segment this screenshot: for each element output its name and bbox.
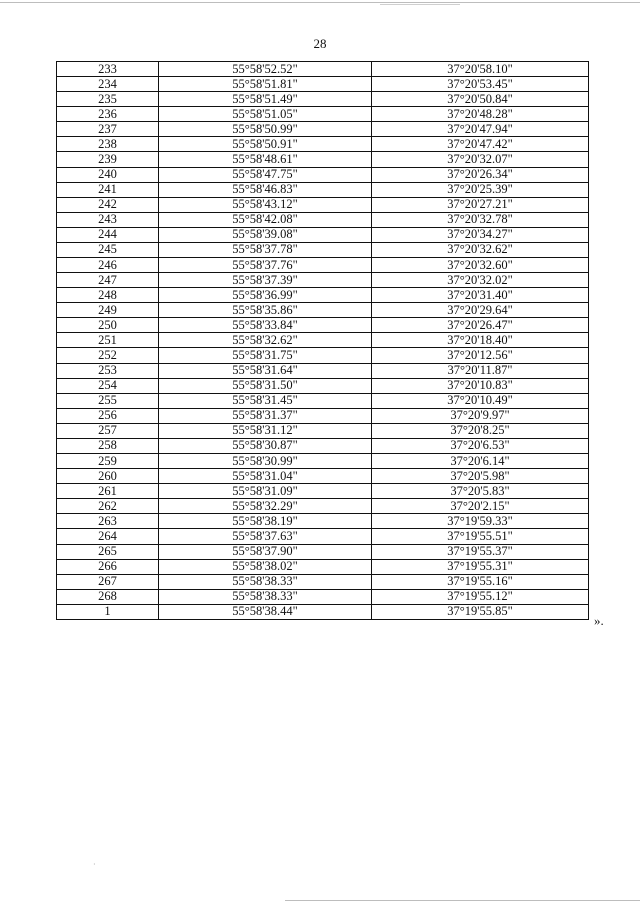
point-number-cell: 249 <box>57 303 159 318</box>
table-row <box>57 333 589 348</box>
point-number-cell: 253 <box>57 363 159 378</box>
latitude-cell: 55°58'38.19" <box>159 514 372 529</box>
longitude-cell: 37°20'50.84" <box>372 92 589 107</box>
latitude-cell: 55°58'50.99" <box>159 122 372 137</box>
table-row <box>57 469 589 484</box>
scan-edge-line <box>0 2 640 3</box>
latitude-cell: 55°58'38.44" <box>159 604 372 619</box>
latitude-cell: 55°58'31.50" <box>159 378 372 393</box>
point-number-cell: 245 <box>57 242 159 257</box>
table-row <box>57 348 589 363</box>
longitude-cell: 37°20'58.10" <box>372 62 589 77</box>
point-number-cell: 259 <box>57 454 159 469</box>
point-number-cell: 247 <box>57 273 159 288</box>
point-number-cell: 262 <box>57 499 159 514</box>
point-number-cell: 239 <box>57 152 159 167</box>
table-row <box>57 604 589 619</box>
point-number-cell: 261 <box>57 484 159 499</box>
latitude-cell: 55°58'38.33" <box>159 589 372 604</box>
point-number-cell: 1 <box>57 604 159 619</box>
longitude-cell: 37°20'25.39" <box>372 182 589 197</box>
longitude-cell: 37°20'29.64" <box>372 303 589 318</box>
table-row <box>57 273 589 288</box>
table-row <box>57 589 589 604</box>
longitude-cell: 37°20'48.28" <box>372 107 589 122</box>
point-number-cell: 255 <box>57 393 159 408</box>
point-number-cell: 252 <box>57 348 159 363</box>
table-row <box>57 182 589 197</box>
longitude-cell: 37°20'10.83" <box>372 378 589 393</box>
latitude-cell: 55°58'42.08" <box>159 212 372 227</box>
table-row <box>57 122 589 137</box>
longitude-cell: 37°19'55.85" <box>372 604 589 619</box>
longitude-cell: 37°20'31.40" <box>372 288 589 303</box>
latitude-cell: 55°58'48.61" <box>159 152 372 167</box>
longitude-cell: 37°20'32.62" <box>372 242 589 257</box>
point-number-cell: 258 <box>57 438 159 453</box>
table-row <box>57 92 589 107</box>
point-number-cell: 240 <box>57 167 159 182</box>
latitude-cell: 55°58'36.99" <box>159 288 372 303</box>
scan-edge-line <box>380 4 460 5</box>
coordinates-table-body <box>57 62 589 620</box>
latitude-cell: 55°58'51.49" <box>159 92 372 107</box>
latitude-cell: 55°58'31.04" <box>159 469 372 484</box>
table-row <box>57 484 589 499</box>
latitude-cell: 55°58'51.81" <box>159 77 372 92</box>
latitude-cell: 55°58'37.76" <box>159 258 372 273</box>
longitude-cell: 37°20'6.53" <box>372 438 589 453</box>
latitude-cell: 55°58'30.87" <box>159 438 372 453</box>
latitude-cell: 55°58'31.75" <box>159 348 372 363</box>
longitude-cell: 37°20'53.45" <box>372 77 589 92</box>
longitude-cell: 37°20'11.87" <box>372 363 589 378</box>
latitude-cell: 55°58'52.52" <box>159 62 372 77</box>
point-number-cell: 248 <box>57 288 159 303</box>
table-row <box>57 303 589 318</box>
table-row <box>57 258 589 273</box>
table-row <box>57 227 589 242</box>
table-row <box>57 438 589 453</box>
scan-edge-line <box>285 900 640 901</box>
table-row <box>57 152 589 167</box>
latitude-cell: 55°58'32.62" <box>159 333 372 348</box>
table-row <box>57 559 589 574</box>
point-number-cell: 244 <box>57 227 159 242</box>
latitude-cell: 55°58'50.91" <box>159 137 372 152</box>
scan-artifact: · <box>93 860 96 869</box>
table-row <box>57 363 589 378</box>
table-row <box>57 544 589 559</box>
latitude-cell: 55°58'33.84" <box>159 318 372 333</box>
latitude-cell: 55°58'31.45" <box>159 393 372 408</box>
latitude-cell: 55°58'31.37" <box>159 408 372 423</box>
longitude-cell: 37°19'55.16" <box>372 574 589 589</box>
point-number-cell: 246 <box>57 258 159 273</box>
longitude-cell: 37°20'47.42" <box>372 137 589 152</box>
point-number-cell: 234 <box>57 77 159 92</box>
table-row <box>57 423 589 438</box>
table-row <box>57 137 589 152</box>
longitude-cell: 37°20'32.07" <box>372 152 589 167</box>
point-number-cell: 266 <box>57 559 159 574</box>
point-number-cell: 233 <box>57 62 159 77</box>
latitude-cell: 55°58'35.86" <box>159 303 372 318</box>
point-number-cell: 241 <box>57 182 159 197</box>
point-number-cell: 264 <box>57 529 159 544</box>
table-row <box>57 197 589 212</box>
point-number-cell: 251 <box>57 333 159 348</box>
longitude-cell: 37°20'18.40" <box>372 333 589 348</box>
longitude-cell: 37°20'5.98" <box>372 469 589 484</box>
table-row <box>57 77 589 92</box>
point-number-cell: 268 <box>57 589 159 604</box>
latitude-cell: 55°58'51.05" <box>159 107 372 122</box>
latitude-cell: 55°58'39.08" <box>159 227 372 242</box>
latitude-cell: 55°58'37.39" <box>159 273 372 288</box>
latitude-cell: 55°58'38.33" <box>159 574 372 589</box>
point-number-cell: 242 <box>57 197 159 212</box>
page-number: 28 <box>313 36 327 51</box>
point-number-cell: 256 <box>57 408 159 423</box>
table-row <box>57 242 589 257</box>
latitude-cell: 55°58'32.29" <box>159 499 372 514</box>
longitude-cell: 37°20'34.27" <box>372 227 589 242</box>
table-row <box>57 529 589 544</box>
closing-quote-mark: ». <box>594 613 604 628</box>
longitude-cell: 37°20'32.02" <box>372 273 589 288</box>
longitude-cell: 37°19'55.37" <box>372 544 589 559</box>
point-number-cell: 236 <box>57 107 159 122</box>
longitude-cell: 37°19'59.33" <box>372 514 589 529</box>
table-row <box>57 378 589 393</box>
longitude-cell: 37°20'32.78" <box>372 212 589 227</box>
point-number-cell: 263 <box>57 514 159 529</box>
table-row <box>57 212 589 227</box>
longitude-cell: 37°20'9.97" <box>372 408 589 423</box>
latitude-cell: 55°58'31.12" <box>159 423 372 438</box>
point-number-cell: 265 <box>57 544 159 559</box>
latitude-cell: 55°58'31.09" <box>159 484 372 499</box>
point-number-cell: 267 <box>57 574 159 589</box>
point-number-cell: 260 <box>57 469 159 484</box>
table-row <box>57 62 589 77</box>
point-number-cell: 254 <box>57 378 159 393</box>
latitude-cell: 55°58'38.02" <box>159 559 372 574</box>
point-number-cell: 237 <box>57 122 159 137</box>
longitude-cell: 37°20'26.34" <box>372 167 589 182</box>
table-row <box>57 167 589 182</box>
longitude-cell: 37°20'27.21" <box>372 197 589 212</box>
point-number-cell: 250 <box>57 318 159 333</box>
latitude-cell: 55°58'43.12" <box>159 197 372 212</box>
latitude-cell: 55°58'37.90" <box>159 544 372 559</box>
table-row <box>57 454 589 469</box>
longitude-cell: 37°19'55.12" <box>372 589 589 604</box>
table-row <box>57 408 589 423</box>
table-row <box>57 514 589 529</box>
table-row <box>57 574 589 589</box>
table-row <box>57 318 589 333</box>
longitude-cell: 37°19'55.51" <box>372 529 589 544</box>
longitude-cell: 37°20'10.49" <box>372 393 589 408</box>
longitude-cell: 37°20'32.60" <box>372 258 589 273</box>
longitude-cell: 37°19'55.31" <box>372 559 589 574</box>
point-number-cell: 235 <box>57 92 159 107</box>
longitude-cell: 37°20'5.83" <box>372 484 589 499</box>
longitude-cell: 37°20'2.15" <box>372 499 589 514</box>
table-row <box>57 393 589 408</box>
coordinates-table <box>56 61 589 620</box>
longitude-cell: 37°20'8.25" <box>372 423 589 438</box>
longitude-cell: 37°20'26.47" <box>372 318 589 333</box>
latitude-cell: 55°58'47.75" <box>159 167 372 182</box>
latitude-cell: 55°58'46.83" <box>159 182 372 197</box>
latitude-cell: 55°58'30.99" <box>159 454 372 469</box>
point-number-cell: 257 <box>57 423 159 438</box>
longitude-cell: 37°20'6.14" <box>372 454 589 469</box>
latitude-cell: 55°58'37.63" <box>159 529 372 544</box>
longitude-cell: 37°20'12.56" <box>372 348 589 363</box>
table-row <box>57 107 589 122</box>
latitude-cell: 55°58'37.78" <box>159 242 372 257</box>
point-number-cell: 238 <box>57 137 159 152</box>
table-row <box>57 499 589 514</box>
latitude-cell: 55°58'31.64" <box>159 363 372 378</box>
point-number-cell: 243 <box>57 212 159 227</box>
table-row <box>57 288 589 303</box>
longitude-cell: 37°20'47.94" <box>372 122 589 137</box>
